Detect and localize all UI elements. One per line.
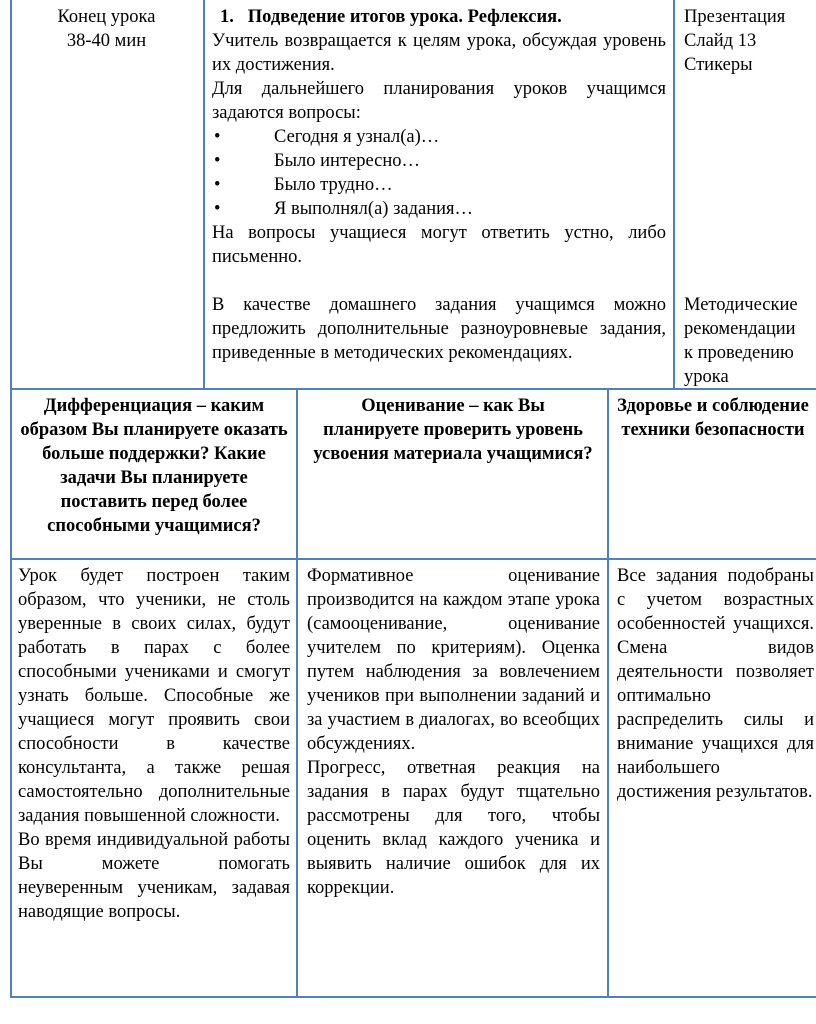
health-body [617,564,814,804]
border-table-bottom [10,996,816,998]
bullet-dot: • [214,175,221,195]
resources-top [684,5,814,77]
resource-item: рекомендации [684,319,796,339]
bullet-dot: • [214,199,221,219]
assessment-header: Оценивание – как Вы планируете проверить уровень усвоения материала учащимися? [313,396,593,464]
answer-mode-paragraph: На вопросы учащиеся могут ответить устно, либо письменно. [212,223,666,267]
border-top-col1 [203,0,205,390]
health-paragraph: Все задания подобраны с учетом возрастных особенностей учащихся. Смена видов деятельности позволяет оптимально распределить силы и внимание учащихся для наибольшего достижения результатов. [617,566,814,802]
reflection-question-text: Сегодня я узнал(а)… [274,127,440,147]
border-top-left [10,0,12,390]
assessment-paragraph: Прогресс, ответная реакция на задания в парах будут тщательно рассмотрены для того, чтобы оценить вклад каждого ученика и выявить наличие ошибок для их коррекции. [307,758,600,898]
reflection-question [212,125,666,149]
reflection-question-text: Было интересно… [274,151,421,171]
border-bottom-col2 [607,388,609,998]
resource-item: Презентация [684,7,786,27]
stage-time: 38-40 мин [66,31,147,51]
health-header: Здоровье и соблюдение техники безопасности [617,396,809,440]
resource-item: Методические [684,295,798,315]
reflection-question [212,197,666,221]
section-heading-number: 1. [220,7,234,27]
questions-intro: Для дальнейшего планирования уроков учащимся задаются вопросы: [212,79,666,123]
reflection-question [212,149,666,173]
bullet-dot: • [214,127,221,147]
resource-item: Слайд 13 [684,31,757,51]
resource-item: Стикеры [684,55,753,75]
border-top-col2 [673,0,675,390]
stage-label: Конец урока [57,7,156,27]
resources-bottom [684,293,814,389]
border-header-divider [10,558,816,560]
bullet-dot: • [214,151,221,171]
resource-item: к проведению [684,343,794,363]
reflection-question-text: Я выполнял(а) задания… [274,199,474,219]
stage-cell [14,5,199,53]
differentiation-paragraph: Во время индивидуальной работы Вы можете помогать неуверенным ученикам, задавая наводящие вопросы. [18,830,290,922]
differentiation-header: Дифференциация – каким образом Вы планируете оказать больше поддержки? Какие задачи Вы планируете поставить перед более способными учащимися? [20,396,288,536]
goals-paragraph: Учитель возвращается к целям урока, обсуждая уровень их достижения. [212,31,666,75]
assessment-body [307,564,600,900]
differentiation-body [18,564,290,924]
reflection-question-text: Было трудно… [274,175,393,195]
section-heading [212,5,666,29]
assessment-paragraph: Формативное оценивание производится на каждом этапе урока (самооценивание, оценивание учителем по критериям). Оценка путем наблюдения за вовлечением учеников при выполнении заданий и за участием в диалогах, во всеобщих обсуждениях. [307,566,600,754]
border-bottom-left [10,388,12,998]
reflection-question [212,173,666,197]
section-heading-text: Подведение итогов урока. Рефлексия. [247,7,562,27]
lesson-content-cell [212,5,666,365]
resource-item: урока [684,367,729,387]
border-bottom-col1 [296,388,298,998]
homework-paragraph: В качестве домашнего задания учащимся можно предложить дополнительные разноуровневые задания, приведенные в методических рекомендациях. [212,295,666,363]
differentiation-paragraph: Урок будет построен таким образом, что ученики, не столь уверенные в своих силах, будут работать в парах с более способными учениками и смогут узнать больше. Способные же учащиеся могут проявить свои способности в качестве консультанта, а также решая самостоятельно дополнительные задания повышенной сложности. [18,566,290,826]
